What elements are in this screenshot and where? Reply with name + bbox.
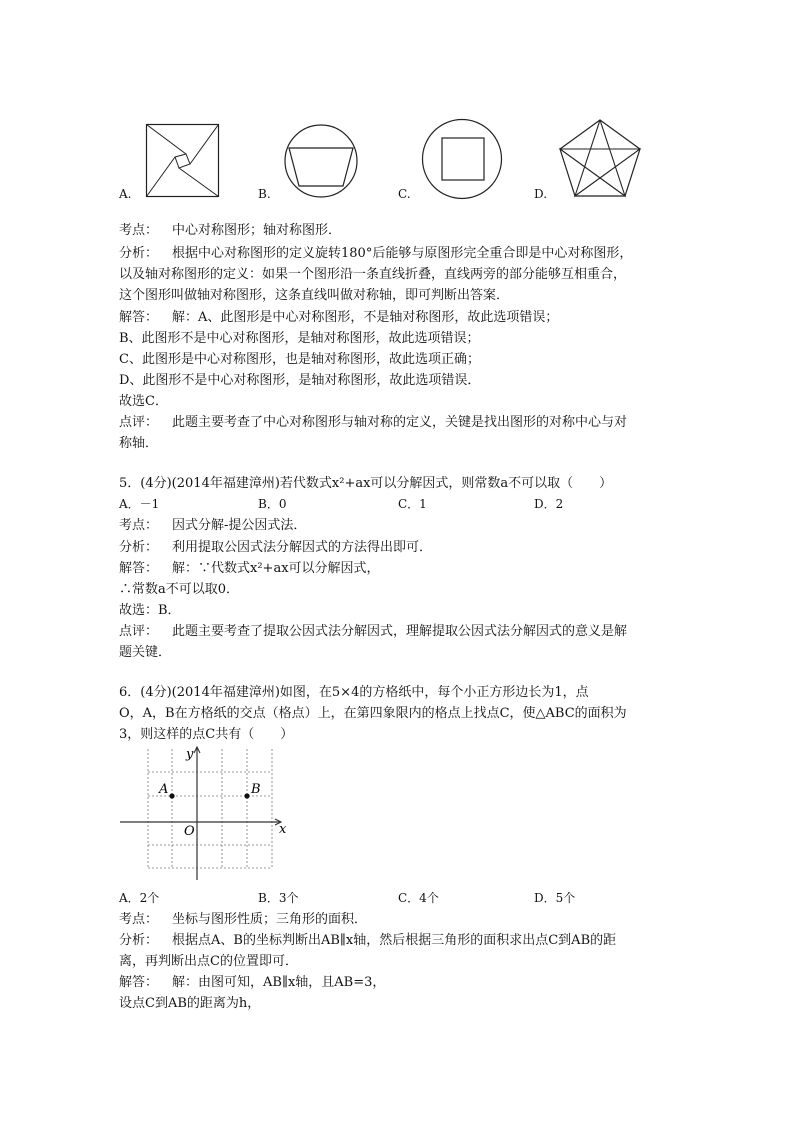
q5-option-a: A．－1	[119, 497, 160, 511]
kaodian-label: 考点：	[119, 223, 159, 238]
point-a-label: A	[159, 782, 169, 797]
q6-jieda: 解答： 解：由图可知，AB∥x轴，且AB=3，	[119, 975, 386, 990]
q4-fenxi-2: 以及轴对称图形的定义：如果一个图形沿一条直线折叠，直线两旁的部分能够互相重合，	[119, 267, 627, 282]
figure-a-square-pinwheel	[146, 124, 220, 198]
q6-stem-1: 6．(4分)(2014年福建漳州)如图，在5×4的方格纸中，每个小正方形边长为1，点	[119, 685, 589, 700]
option-b-label: B.	[258, 187, 271, 201]
q4-jieda-4: D、此图形不是中心对称图形，是轴对称图形，故此选项错误．	[119, 373, 481, 388]
q5-guxuan: 故选：B．	[119, 603, 181, 618]
origin-label: O	[184, 824, 195, 839]
jieda-label: 解答：	[119, 561, 159, 576]
q5-dianping-2: 题关键．	[119, 645, 172, 660]
q4-dianping-2: 称轴．	[119, 436, 159, 451]
q5-kaodian: 考点： 因式分解-提公因式法．	[119, 518, 307, 533]
fenxi-label: 分析：	[119, 246, 159, 261]
y-axis-label: y	[186, 747, 194, 762]
q6-option-c: C．4个	[398, 891, 439, 905]
option-a-label: A.	[119, 187, 132, 201]
q4-guxuan: 故选C．	[119, 394, 168, 409]
point-b	[244, 793, 249, 798]
q6-option-a: A．2个	[119, 891, 160, 905]
q5-stem: 5．(4分)(2014年福建漳州)若代数式x²+ax可以分解因式，则常数a不可以取（ ）	[119, 476, 613, 491]
q6-option-b: B．3个	[258, 891, 299, 905]
q4-jieda-2: B、此图形不是中心对称图形，是轴对称图形，故此选项错误；	[119, 331, 480, 346]
figure-b-circle-trapezoid	[284, 124, 360, 200]
q4-jieda-3: C、此图形是中心对称图形，也是轴对称图形，故此选项正确；	[119, 352, 480, 367]
dianping-label: 点评：	[119, 415, 159, 430]
point-b-label: B	[251, 782, 261, 797]
q6-fenxi: 分析： 根据点A、B的坐标判断出AB∥x轴，然后根据三角形的面积求出点C到AB的距	[119, 933, 617, 948]
q4-kaodian: 考点： 中心对称图形；轴对称图形．	[119, 223, 342, 238]
q5-option-d: D．2	[534, 497, 564, 511]
option-d-label: D.	[534, 187, 548, 201]
x-axis-label: x	[279, 822, 287, 837]
q6-coordinate-graph	[118, 744, 298, 884]
q5-fenxi: 分析： 利用提取公因式法分解因式的方法得出即可．	[119, 540, 433, 555]
q5-option-b: B．0	[258, 497, 287, 511]
q6-stem-2: O，A，B在方格纸的交点（格点）上，在第四象限内的格点上找点C，使△ABC的面积为	[119, 706, 627, 721]
q5-option-c: C．1	[398, 497, 427, 511]
q4-jieda: 解答： 解：A、此图形是中心对称图形，不是轴对称图形，故此选项错误；	[119, 310, 559, 325]
figure-d-pentagram	[558, 119, 642, 199]
fenxi-label: 分析：	[119, 933, 159, 948]
q4-fenxi-3: 这个图形叫做轴对称图形，这条直线叫做对称轴，即可判断出答案．	[119, 288, 510, 303]
q5-dianping: 点评： 此题主要考查了提取公因式法分解因式，理解提取公因式法分解因式的意义是解	[119, 624, 628, 639]
q6-fenxi-2: 离，再判断出点C的位置即可．	[119, 954, 298, 969]
jieda-label: 解答：	[119, 310, 159, 325]
q4-fenxi: 分析： 根据中心对称图形的定义旋转180°后能够与原图形完全重合即是中心对称图形，	[119, 246, 633, 261]
point-a	[169, 793, 174, 798]
kaodian-label: 考点：	[119, 912, 159, 927]
figure-c-circle-square	[421, 118, 503, 200]
q5-jieda: 解答： 解：∵代数式x²+ax可以分解因式，	[119, 561, 380, 576]
jieda-label: 解答：	[119, 975, 159, 990]
option-c-label: C.	[398, 187, 411, 201]
fenxi-label: 分析：	[119, 540, 159, 555]
q5-jieda-2: ∴常数a不可以取0．	[119, 582, 240, 597]
q4-dianping: 点评： 此题主要考查了中心对称图形与轴对称的定义，关键是找出图形的对称中心与对	[119, 415, 628, 430]
q6-jieda-2: 设点C到AB的距离为h，	[119, 996, 261, 1011]
q6-stem-3: 3，则这样的点C共有（ ）	[119, 727, 294, 742]
q6-kaodian: 考点： 坐标与图形性质；三角形的面积．	[119, 912, 368, 927]
q6-option-d: D．5个	[534, 891, 576, 905]
dianping-label: 点评：	[119, 624, 159, 639]
kaodian-label: 考点：	[119, 518, 159, 533]
